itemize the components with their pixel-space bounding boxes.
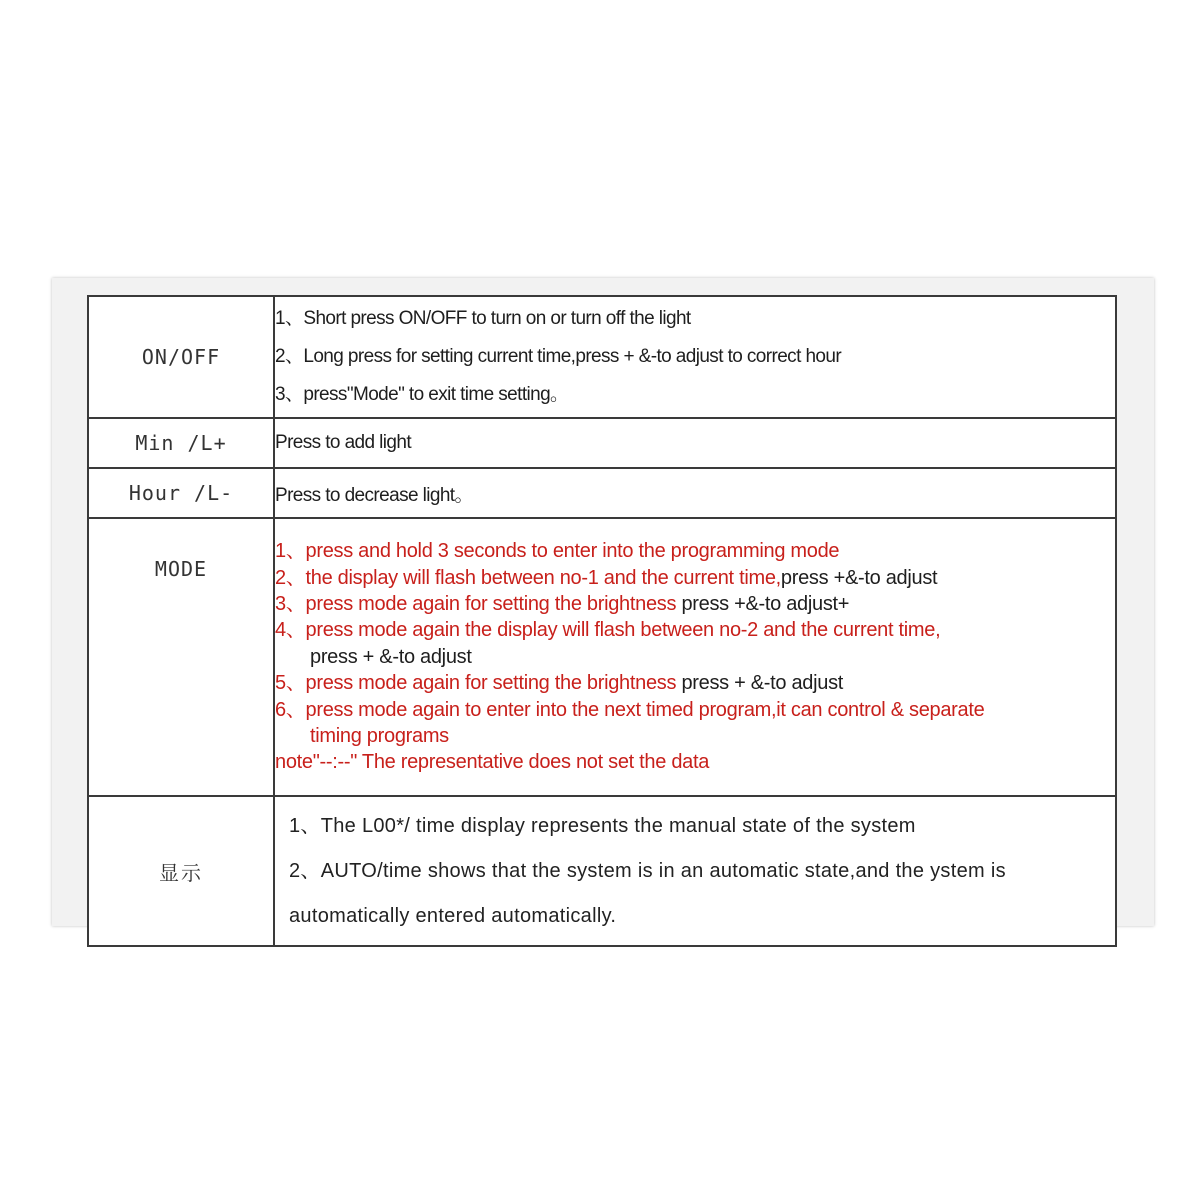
table-row-display [88,796,1116,946]
mode-step-6-continued: timing programs [310,724,449,747]
mode-step-4-continued: press + &-to adjust [310,645,472,668]
on-off-step-1: 1、Short press ON/OFF to turn on or turn off the light [275,308,691,329]
display-step-1: 1、The L00*/ time display represents the manual state of the system [289,814,916,837]
min-text: Press to add light [275,432,412,453]
mode-note: note"--:--" The representative does not set the data [275,751,710,774]
mode-step-3: 3、press mode again for setting the brightness press +&-to adjust+ [275,593,850,616]
mode-step-1: 1、press and hold 3 seconds to enter into the programming mode [275,540,840,563]
mode-step-6: 6、press mode again to enter into the next timed program,it can control & separate [275,698,985,721]
on-off-key-label: ON/OFF [88,296,274,418]
table-row-min [88,418,1116,468]
table-row-on-off [88,296,1116,418]
mode-step-5: 5、press mode again for setting the brightness press + &-to adjust [275,672,844,695]
on-off-step-2: 2、Long press for setting current time,press + &-to adjust to correct hour [275,346,842,367]
on-off-step-3: 3、press"Mode" to exit time setting。 [275,384,569,405]
on-off-description [274,296,1116,418]
mode-step-2: 2、the display will flash between no-1 and the current time,press +&-to adjust [275,566,938,589]
display-key-label: 显示 [88,796,274,946]
hour-text: Press to decrease light。 [275,484,473,506]
display-step-2-continued: automatically entered automatically. [289,904,617,927]
mode-description [274,518,1116,796]
min-description [274,418,1116,468]
mode-key-label: MODE [88,518,274,796]
display-description [274,796,1116,946]
table-row-hour [88,468,1116,518]
hour-key-label: Hour /L- [88,468,274,518]
table-row-mode [88,518,1116,796]
min-key-label: Min /L+ [88,418,274,468]
mode-step-4: 4、press mode again the display will flash between no-2 and the current time, [275,619,941,642]
display-step-2: 2、AUTO/time shows that the system is in an automatic state,and the ystem is [289,859,1006,882]
hour-description [274,468,1116,518]
instruction-table [87,295,1117,947]
